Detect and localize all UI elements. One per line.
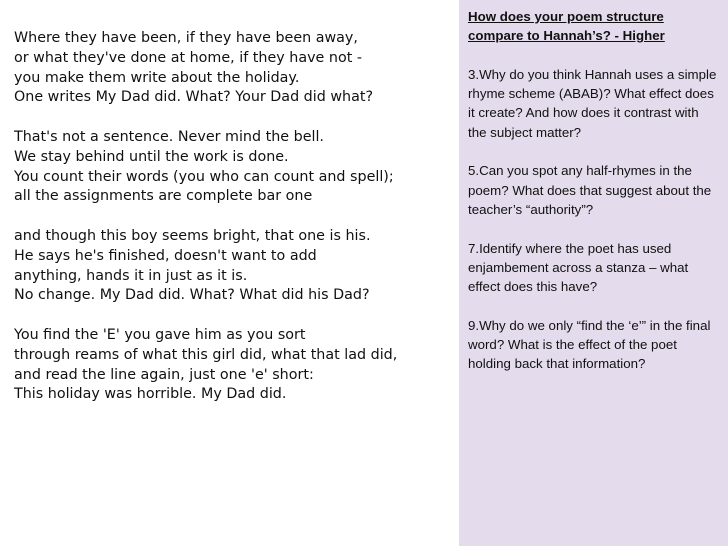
poem-stanza-4 — [14, 326, 458, 405]
poem-line: You count their words (you who can count and spell); — [14, 168, 394, 185]
poem-line: Where they have been, if they have been away, — [14, 30, 358, 46]
poem-line: He says he's finished, doesn't want to add — [14, 247, 317, 264]
poem-line: anything, hands it in just as it is. — [14, 267, 248, 284]
question-3: 3.Why do you think Hannah uses a simple rhyme scheme (ABAB)? What effect does it create? And how does it contrast with the subject matter? — [468, 66, 717, 140]
poem-stanza-2 — [14, 128, 458, 207]
poem-text — [14, 29, 458, 425]
poem-line: One writes My Dad did. What? Your Dad did what? — [14, 89, 374, 106]
question-9: 9.Why do we only “find the ‘e’” in the final word? What is the effect of the poet holding back that information? — [468, 317, 711, 372]
poem-stanza-1 — [14, 29, 458, 108]
poem-line: or what they've done at home, if they have not - — [14, 49, 363, 66]
poem-line: through reams of what this girl did, what that lad did, — [14, 346, 398, 363]
poem-line: and read the line again, just one 'e' short: — [14, 366, 314, 383]
panel-heading: How does your poem structure compare to Hannah’s? - Higher — [468, 9, 665, 44]
poem-stanza-3 — [14, 227, 458, 306]
poem-line: all the assignments are complete bar one — [14, 188, 313, 205]
poem-line: you make them write about the holiday. — [14, 69, 300, 86]
question-7: 7.Identify where the poet has used enjambement across a stanza – what effect does this have? — [468, 240, 689, 295]
questions-panel — [459, 0, 728, 546]
poem-line: This holiday was horrible. My Dad did. — [14, 386, 287, 403]
poem-line: No change. My Dad did. What? What did his Dad? — [14, 287, 370, 304]
poem-line: That's not a sentence. Never mind the bell. — [14, 128, 324, 145]
poem-line: We stay behind until the work is done. — [14, 148, 289, 165]
poem-line: You find the 'E' you gave him as you sort — [14, 326, 306, 343]
question-5: 5.Can you spot any half-rhymes in the poem? What does that suggest about the teacher’s “authority”? — [468, 163, 712, 217]
poem-line: and though this boy seems bright, that one is his. — [14, 227, 371, 244]
